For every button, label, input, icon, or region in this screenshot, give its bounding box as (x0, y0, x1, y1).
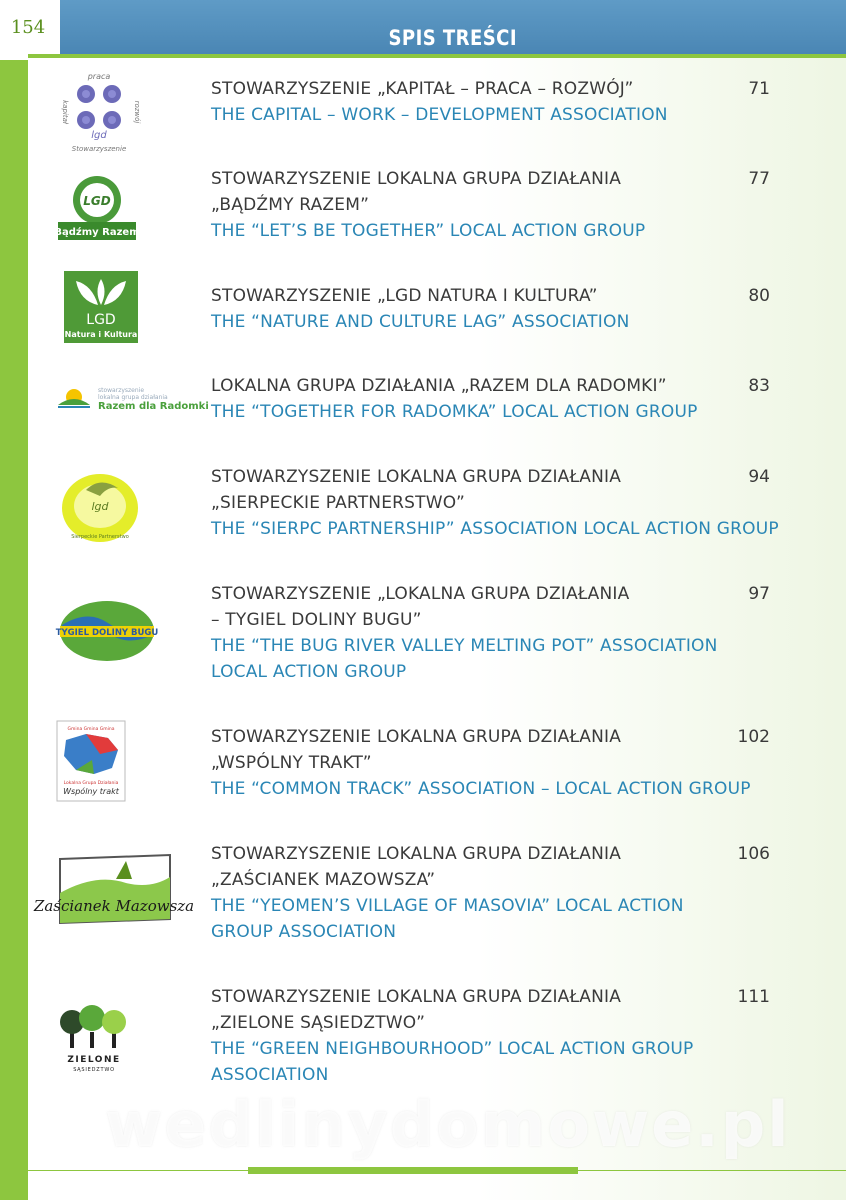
entry-title-en: ASSOCIATION (211, 1065, 329, 1085)
entry-title-pl: „ZAŚCIANEK MAZOWSZA” (211, 870, 436, 890)
watermark: wedlinydomowe.pl (105, 1088, 791, 1161)
entry-page-number: 97 (748, 584, 770, 604)
entry-text (211, 841, 771, 945)
entry-title-pl: „WSPÓLNY TRAKT” (211, 753, 372, 773)
logo-word: rozwój (133, 100, 141, 124)
logo-word: Wspólny trakt (63, 787, 119, 796)
left-green-bar (0, 54, 28, 1200)
page-number: 154 (10, 16, 46, 38)
entry-title-pl: STOWARZYSZENIE LOKALNA GRUPA DZIAŁANIA (211, 467, 622, 487)
logo-word: stowarzyszenie (98, 387, 145, 394)
entry-page-number: 77 (748, 169, 770, 189)
header-title: SPIS TREŚCI (388, 26, 518, 50)
landscape-icon (33, 853, 195, 929)
logo-word: Sierpeckie Partnerstwo (71, 534, 129, 540)
entry-title-pl: STOWARZYSZENIE „KAPITAŁ – PRACA – ROZWÓJ” (211, 79, 634, 99)
entry-title-en: THE “THE BUG RIVER VALLEY MELTING POT” ASSOCIATION (211, 636, 718, 656)
entry-page-number: 80 (748, 286, 770, 306)
logo-word: Stowarzyszenie (71, 145, 127, 153)
entry-text (211, 984, 771, 1088)
entry-title-pl: STOWARZYSZENIE LOKALNA GRUPA DZIAŁANIA (211, 727, 622, 747)
entry-title-pl: – TYGIEL DOLINY BUGU” (211, 610, 422, 630)
logo-word: kapitał (61, 100, 69, 124)
entry-page-number: 94 (748, 467, 770, 487)
entry-title-en: THE “YEOMEN’S VILLAGE OF MASOVIA” LOCAL ACTION (211, 896, 684, 916)
logo-word: Gmina Gmina Gmina (67, 727, 115, 732)
logo-word: lgd (91, 500, 109, 513)
entry-title-en: THE “COMMON TRACK” ASSOCIATION – LOCAL ACTION GROUP (211, 779, 751, 799)
logo-word: LGD (86, 312, 116, 328)
entry-text (211, 166, 771, 244)
header-bar (60, 0, 846, 54)
entry-page-number: 83 (748, 376, 770, 396)
entry-text (211, 283, 771, 335)
entry-text (211, 76, 771, 128)
logo-word: SĄSIEDZTWO (73, 1067, 115, 1073)
circle-emblem-icon (56, 172, 138, 244)
trees-icon (56, 1002, 132, 1074)
entry-title-pl: „SIERPECKIE PARTNERSTWO” (211, 493, 466, 513)
river-oval-icon (55, 599, 159, 663)
logo-word: lokalna grupa działania (98, 394, 168, 401)
entry-title-en: THE “NATURE AND CULTURE LAG” ASSOCIATION (211, 312, 630, 332)
entry-title-en: THE “SIERPC PARTNERSHIP” ASSOCIATION LOCAL ACTION GROUP (211, 519, 779, 539)
entry-title-pl: STOWARZYSZENIE LOKALNA GRUPA DZIAŁANIA (211, 844, 622, 864)
entry-title-pl: STOWARZYSZENIE LOKALNA GRUPA DZIAŁANIA (211, 987, 622, 1007)
entry-text (211, 373, 771, 425)
logo-word: ZIELONE (67, 1055, 121, 1065)
logo-word: Bądźmy Razem (54, 227, 140, 238)
entry-title-en: LOCAL ACTION GROUP (211, 662, 407, 682)
entry-text (211, 581, 771, 685)
entry-title-pl: STOWARZYSZENIE LOKALNA GRUPA DZIAŁANIA (211, 169, 622, 189)
entry-title-en: THE “GREEN NEIGHBOURHOOD” LOCAL ACTION GROUP (211, 1039, 694, 1059)
entry-page-number: 111 (737, 987, 770, 1007)
bottom-accent-bar (248, 1167, 578, 1174)
logo-word: TYGIEL DOLINY BUGU (55, 628, 159, 638)
logo-word: Natura i Kultura (64, 330, 138, 339)
logo-word: LGD (83, 194, 111, 208)
flower-cross-icon (56, 72, 142, 154)
entry-title-pl: „BĄDŹMY RAZEM” (211, 195, 370, 215)
entry-title-pl: LOKALNA GRUPA DZIAŁANIA „RAZEM DLA RADOMKI” (211, 376, 667, 396)
entry-page-number: 106 (737, 844, 770, 864)
entry-title-en: THE “LET’S BE TOGETHER” LOCAL ACTION GROUP (211, 221, 646, 241)
map-icon (56, 720, 126, 802)
leaf-icon (64, 271, 138, 343)
entry-title-pl: „ZIELONE SĄSIEDZTWO” (211, 1013, 426, 1033)
page-number-box (0, 0, 56, 60)
entry-title-en: THE “TOGETHER FOR RADOMKA” LOCAL ACTION GROUP (211, 402, 698, 422)
logo-word: Zaścianek Mazowsza (33, 897, 195, 915)
logo-word: Razem dla Radomki (98, 401, 209, 412)
logo-word: lgd (91, 130, 107, 141)
entry-text (211, 464, 779, 542)
entry-title-pl: STOWARZYSZENIE „LGD NATURA I KULTURA” (211, 286, 598, 306)
sun-hill-icon (56, 383, 209, 413)
entry-page-number: 71 (748, 79, 770, 99)
entry-title-en: GROUP ASSOCIATION (211, 922, 397, 942)
entry-page-number: 102 (737, 727, 770, 747)
logo-word: praca (87, 72, 111, 81)
logo-word: Lokalna Grupa Działania (63, 781, 119, 786)
header-underline (28, 54, 846, 58)
entry-title-pl: STOWARZYSZENIE „LOKALNA GRUPA DZIAŁANIA (211, 584, 630, 604)
yellow-circle-icon (60, 472, 140, 544)
entry-text (211, 724, 771, 802)
entry-title-en: THE CAPITAL – WORK – DEVELOPMENT ASSOCIATION (211, 105, 668, 125)
